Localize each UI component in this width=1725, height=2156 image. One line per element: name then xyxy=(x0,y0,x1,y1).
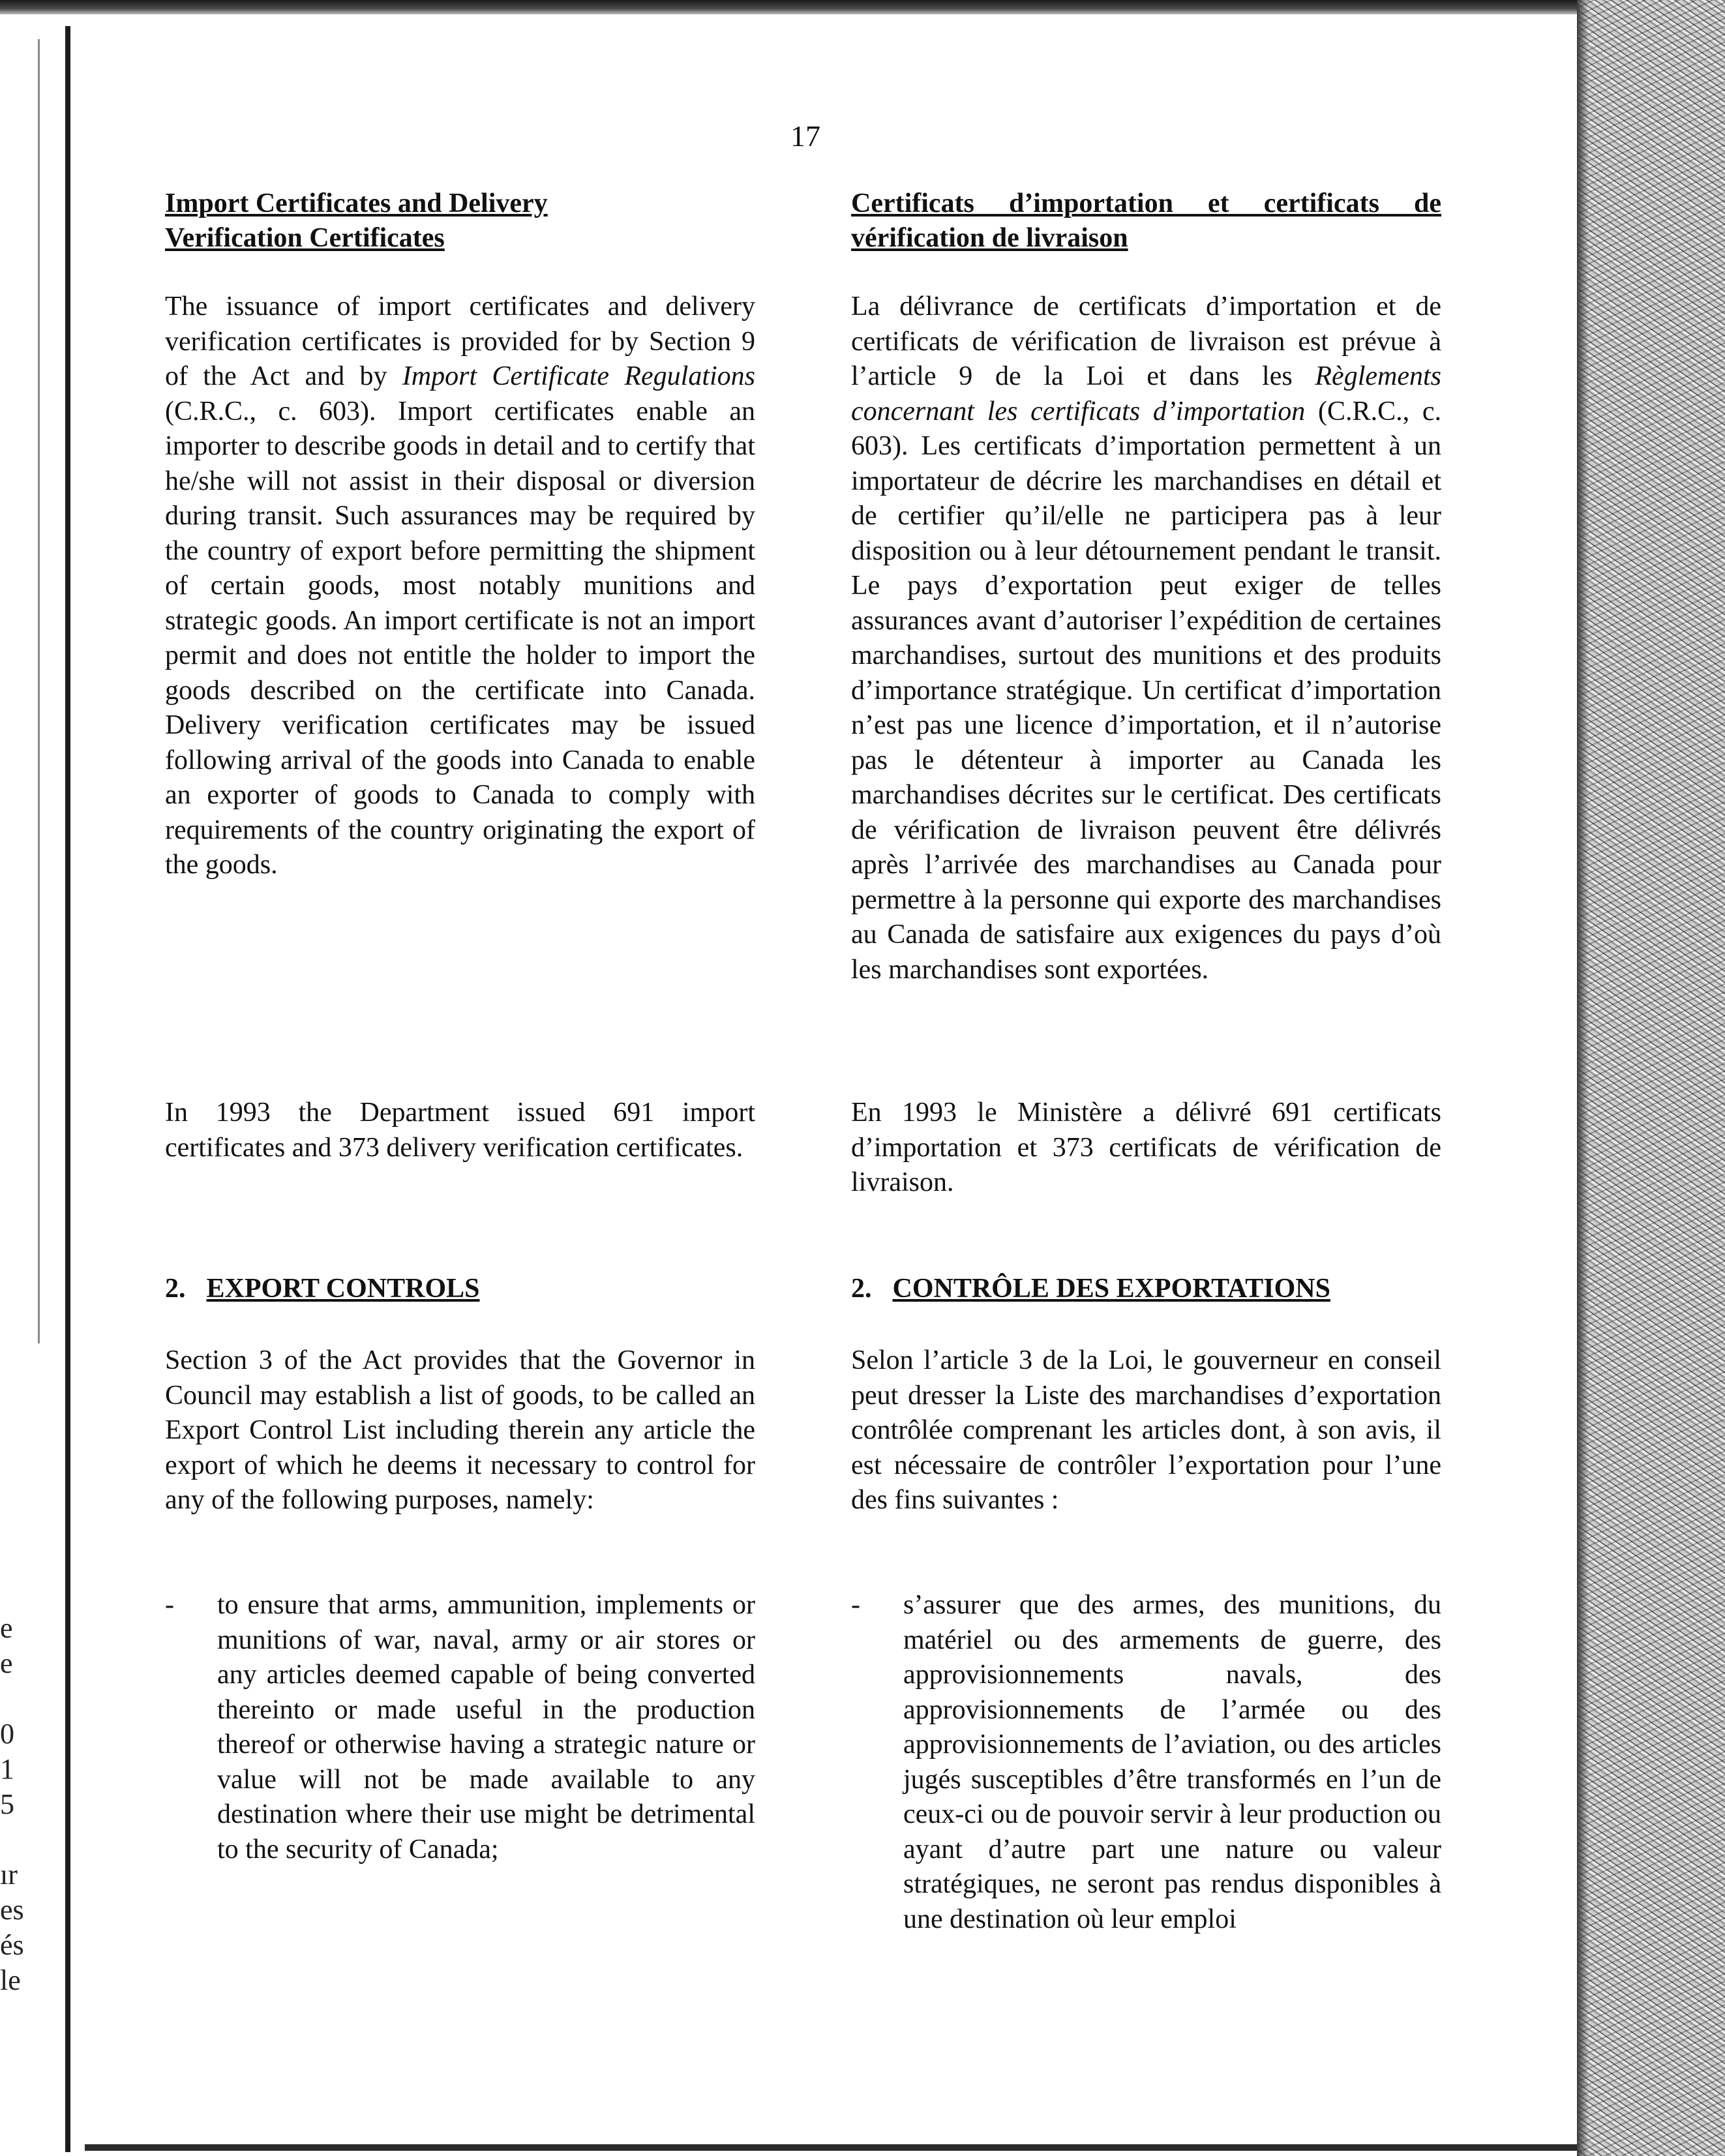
english-heading-line-2: Verification Certificates xyxy=(165,223,445,253)
french-paragraph-3 xyxy=(851,1343,1441,1518)
scan-top-edge xyxy=(0,0,1725,14)
english-bullet-list xyxy=(165,1588,755,1867)
english-heading-line-1: Import Certificates and Delivery xyxy=(165,188,548,218)
french-paragraph-2 xyxy=(851,1096,1441,1201)
french-section-title xyxy=(851,1272,1441,1306)
scan-right-margin-texture xyxy=(1577,0,1725,2156)
english-bullet-item xyxy=(165,1588,755,1867)
french-paragraph-2-text: En 1993 le Ministère a délivré 691 certificats d’importation et 373 certificats de vérification de livraison. xyxy=(851,1098,1441,1197)
bleed-line: e xyxy=(0,1647,13,1679)
bleed-line: 0 xyxy=(0,1718,14,1750)
english-section-heading xyxy=(165,1272,755,1306)
english-paragraph-2 xyxy=(165,1096,755,1165)
french-para1-italic-title: Règlements concernant les certificats d’importation xyxy=(851,361,1441,427)
english-para1-italic-title: Import Certificate Regulations xyxy=(402,361,755,391)
french-bullet-list xyxy=(851,1588,1441,1937)
scan-bottom-edge xyxy=(85,2144,1585,2151)
facing-page-bleed-text xyxy=(0,1611,39,1998)
english-paragraph-3-text: Section 3 of the Act provides that the Governor in Council may establish a list of goods, to be called an Export Control List including therein any article the export of which he deems it necessary to control for any of the following purposes, namely: xyxy=(165,1345,755,1515)
english-para1-part-b: (C.R.C., c. 603). Import certificates enable an importer to describe goods in detail and to certify that he/she will not assist in their disposal or diversion during transit. Such assurances may be required by the country of export before permitting the shipment of certain goods, most notably munitions and strategic goods. An import certificate is not an import permit and does not entitle the holder to import the goods described on the certificate into Canada. Delivery verification certificates may be issued following arrival of the goods into Canada to enable an exporter of goods to Canada to comply with requirements of the country originating the export of the goods. xyxy=(165,396,755,880)
french-heading-line-1: Certificats d’importation et certificats de xyxy=(851,188,1441,218)
english-para1-part-a: The issuance of import certificates and delivery verification certificates is provided for by Section 9 of the Act and by xyxy=(165,292,755,391)
bleed-line: és xyxy=(0,1929,24,1961)
english-bullet-text: to ensure that arms, ammunition, implements or munitions of war, naval, army or air stores or any articles deemed capable of being converted thereinto or made useful in the production thereof or otherwise having a strategic nature or value will not be made available to any destination where their use might be detrimental to the security of Canada; xyxy=(217,1590,755,1864)
french-paragraph-1-text xyxy=(851,290,1441,987)
english-paragraph-1-text xyxy=(165,290,755,883)
bleed-line: le xyxy=(0,1964,21,1996)
bleed-line: es xyxy=(0,1894,24,1926)
bleed-line xyxy=(0,1681,39,1716)
french-bullet-item xyxy=(851,1588,1441,1937)
french-bullet-text: s’assurer que des armes, des munitions, du matériel ou des armements de guerre, des approvisionnements navals, des approvisionnements de l’armée ou des approvisionnements de l’aviation, ou des articles jugés susceptibles d’être transformés en l’un de ceux-ci ou de pouvoir servir à leur production ou ayant d’autre part une nature ou valeur stratégiques, ne seront pas rendus disponibles à une destination où leur emploi xyxy=(903,1590,1441,1934)
bleed-line: 1 xyxy=(0,1753,14,1785)
scan-gutter-line xyxy=(65,26,70,2152)
french-section-number: 2. xyxy=(851,1274,872,1304)
bleed-line: 5 xyxy=(0,1788,14,1820)
scan-gutter-shadow xyxy=(38,39,40,1343)
english-paragraph-2-text: In 1993 the Department issued 691 import certificates and 373 delivery verification certificates. xyxy=(165,1098,755,1163)
english-section-title xyxy=(165,1272,755,1306)
french-paragraph-3-text: Selon l’article 3 de la Loi, le gouverneur en conseil peut dresser la Liste des marchandises d’exportation contrôlée comprenant les articles dont, à son avis, il est nécessaire de contrôler l’exportation pour l’une des fins suivantes : xyxy=(851,1345,1441,1515)
english-section-label: EXPORT CONTROLS xyxy=(206,1274,480,1304)
bleed-line: e xyxy=(0,1612,13,1644)
bullet-dash: - xyxy=(851,1590,860,1620)
english-heading-block xyxy=(165,187,755,256)
french-heading-line-2: vérification de livraison xyxy=(851,223,1128,253)
page-number: 17 xyxy=(790,119,820,153)
english-section-number: 2. xyxy=(165,1274,186,1304)
french-section-label: CONTRÔLE DES EXPORTATIONS xyxy=(892,1274,1330,1304)
french-para1-part-b: (C.R.C., c. 603). Les certificats d’importation permettent à un importateur de décrire les marchandises en détail et de certifier qu’il/elle ne participera pas à leur disposition ou à leur détournement pendant le transit. Le pays d’exportation peut exiger de telles assurances avant d’autoriser l’expédition de certaines marchandises, surtout des munitions et des produits d’importance stratégique. Un certificat d’importation n’est pas une licence d’importation, et il n’autorise pas le détenteur à importer au Canada les marchandises décrites sur le certificat. Des certificats de vérification de livraison peuvent être délivrés après l’arrivée des marchandises au Canada pour permettre à la personne qui exporte des marchandises au Canada de satisfaire aux exigences du pays d’où les marchandises sont exportées. xyxy=(851,396,1442,985)
french-para1-part-a: La délivrance de certificats d’importation et de certificats de vérification de livraison est prévue à l’article 9 de la Loi et dans les xyxy=(851,292,1441,391)
french-section-heading xyxy=(851,1272,1441,1306)
english-paragraph-1 xyxy=(165,290,755,883)
french-paragraph-1 xyxy=(851,290,1441,987)
french-heading-block xyxy=(851,187,1441,256)
bullet-dash: - xyxy=(165,1590,174,1620)
bleed-line: ır xyxy=(0,1859,18,1891)
english-paragraph-3 xyxy=(165,1343,755,1518)
bleed-line xyxy=(0,1822,39,1857)
